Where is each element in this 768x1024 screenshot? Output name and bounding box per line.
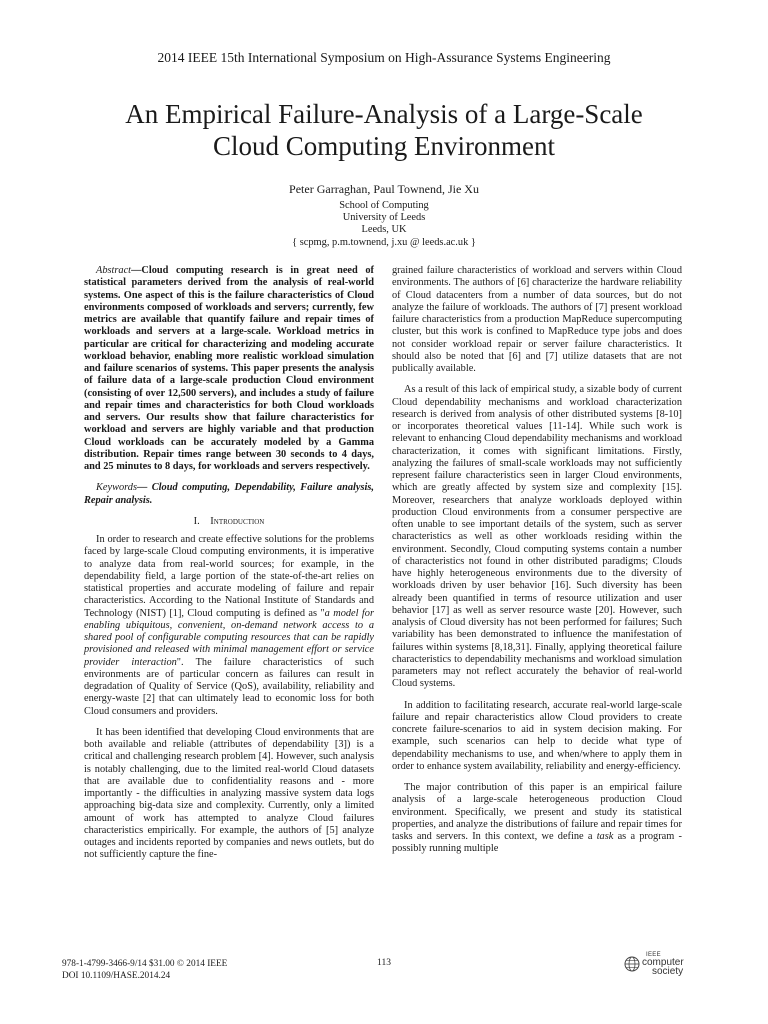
keywords — [84, 482, 374, 507]
left-column — [84, 265, 374, 871]
affiliation-block — [0, 200, 768, 249]
right-paragraph-0: grained failure characteristics of workload and servers within Cloud environments. The authors of [6] characterize the hardware reliability of Cloud datacenters from a number of data sources, but do not analyze the failure of workloads. The authors of [7] present workload failure characteristics from a production MapReduce supercomputing cluster, but this work is confined to MapReduce type jobs and does not consider workload repair or server failure characteristics. It should also be noted that [6] and [7] utilize datasets that are not publically available. — [392, 265, 682, 374]
logo-line-computer: computer — [642, 957, 684, 968]
right-paragraph-2: In addition to facilitating research, accurate real-world large-scale failure and repair characteristics allow Cloud providers to create concrete failure-scenarios to aid in system decision making. For example, such scenarios can help to decide what type of dependability mechanisms to use, and when/where to apply them in order to enhance system availability, reliability and energy-efficiency. — [392, 699, 682, 772]
abstract — [84, 265, 374, 473]
section-heading-introduction — [84, 516, 374, 528]
keywords-text: — Cloud computing, Dependability, Failure analysis, Repair analysis. — [84, 482, 374, 506]
intro-paragraph-1 — [84, 534, 374, 718]
right-p3-text-b: as a program - possibly running multiple — [392, 831, 682, 855]
abstract-label: Abstract — [96, 265, 132, 276]
title-line-2: Cloud Computing Environment — [213, 131, 555, 161]
right-column — [392, 265, 682, 865]
paper-title — [84, 98, 684, 162]
abstract-text: —Cloud computing research is in great need of statistical parameters derived from the analysis of real-world systems. One aspect of this is the failure characteristics of Cloud environments composed of workloads and servers; currently, few metrics are available that quantify failure and repair times of workloads and servers at a large-scale. Workload metrics in particular are critical for characterizing and modeling accurate workload behavior, enabling more realistic workload simulation and failure scenarios of systems. This paper presents the analysis of failure data of a large-scale production Cloud environment (consisting of over 12,500 servers), and includes a study of failure and repair times and characteristics for both Cloud workloads and servers. Our results show that failure characteristics for workload and servers are highly variable and that production Cloud workloads can be accurately modeled by a Gamma distribution. Repair times range between 30 seconds to 4 days, and 25 minutes to 8 days, for workloads and servers respectively. — [84, 265, 374, 472]
right-paragraph-1: As a result of this lack of empirical study, a sizable body of current Cloud dependability mechanisms and workload characterization research is derived from analysis of other distributed systems [8-10] or incorporates theoretical values [11-14]. While such work is relevant to enhancing Cloud dependability mechanisms and workload characterization, it comes with significant limitations. Firstly, analyzing the failures of small-scale workloads may not sufficiently represent failure characteristics seen in larger Cloud environments, which are greatly affected by system size and complexity [15]. Moreover, researchers that analyze workloads deployed within production Cloud environments from a consumer perspective are often unable to see important details of the system, such as server characteristics as well as other workloads residing within the environment. Secondly, Cloud computing systems contain a number of characteristics not found in other distributed paradigms; Clouds have highly heterogeneous environments due to the diversity of workloads driven by user behavior [16]. Such diversity has been already been quantified in terms of resource utilization and user behavior [17] as well as server resource waste [20]. However, such analysis of Cloud diversity has not been performed for failures; Such variability has been demonstrated to influence the manifestation of failures within systems [8,18,31]. Finally, applying theoretical failure characteristics to dependability mechanisms and workload simulation parameters may not reflect accurately the behavior of real-world Cloud systems. — [392, 384, 682, 690]
affiliation-university: University of Leeds — [342, 212, 426, 224]
logo-society-text — [642, 958, 684, 976]
affiliation-location: Leeds, UK — [361, 224, 407, 236]
right-paragraph-3 — [392, 782, 682, 856]
logo-ieee-text: IEEE — [646, 952, 661, 958]
section-number: I. — [193, 515, 200, 527]
keywords-label: Keywords — [96, 482, 137, 494]
globe-icon — [624, 956, 640, 972]
affiliation-emails: { scpmg, p.m.townend, j.xu @ leeds.ac.uk } — [292, 236, 476, 248]
intro-p1-text-a: In order to research and create effective solutions for the problems faced by large-scale Cloud computing environments, it is imperative to analyze data from real-world sources; for example, in the dependability field, a large portion of the state-of-the-art relies on statistical properties and accurate modeling of failure and repair characteristics. According to the National Institute of Standards and Technology (NIST) [1], Cloud computing is defined as " — [84, 534, 374, 619]
title-line-1: An Empirical Failure-Analysis of a Large-Scale — [125, 99, 643, 129]
nist-definition-quote: a model for enabling ubiquitous, convenient, on-demand network access to a shared pool of configurable computing resources that can be rapidly provisioned and released with minimal management effort or service provider interaction — [84, 607, 374, 668]
footer-doi: DOI 10.1109/HASE.2014.24 — [62, 971, 171, 981]
right-p3-text-a: The major contribution of this paper is an empirical failure analysis of a large-scale heterogeneous production Cloud environment. Specifically, we present and study its statistical properties, and analyze the distributions of failure and repair times for tasks and servers. In this context, we define a — [392, 782, 682, 842]
footer-isbn: 978-1-4799-3466-9/14 $31.00 © 2014 IEEE — [62, 959, 228, 969]
author-list: Peter Garraghan, Paul Townend, Jie Xu — [289, 182, 479, 196]
task-term: task — [596, 831, 614, 842]
intro-paragraph-2: It has been identified that developing Cloud environments that are both available and reliable (attributes of dependability [3]) is a critical and challenging research problem [4]. However, such analysis is notably challenging, due to the limited real-world Cloud datasets that are available due to confidentiality reasons and - more importantly - the difficulties in analyzing massive system data logs approaching big-data size and complexity. Currently, only a limited amount of work has attempted to analyze Cloud failures characteristics empirically. For example, the authors of [5] analyze outages and incidents reported by companies and news outlets, but do not sufficiently capture the fine- — [84, 726, 374, 861]
conference-header: 2014 IEEE 15th International Symposium on High-Assurance Systems Engineering — [157, 50, 611, 65]
affiliation-school: School of Computing — [339, 200, 429, 211]
intro-p1-text-b: ". The failure characteristics of such environments are of particular concern as failures can result in degradation of Quality of Service (QoS), availability, reliability and energy-waste [2] that can ultimately lead to economic loss for both Cloud consumers and providers. — [84, 656, 375, 717]
section-title: Introduction — [210, 515, 265, 527]
logo-line-society: society — [652, 966, 684, 977]
ieee-computer-society-logo — [624, 952, 694, 982]
page-number: 113 — [377, 958, 391, 968]
